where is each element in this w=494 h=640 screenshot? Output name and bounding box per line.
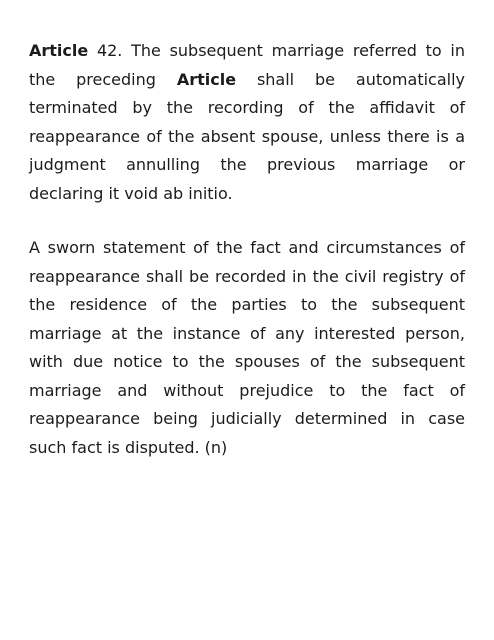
sworn-statement-text: A sworn statement of the fact and circumstances of reappearance shall be recorded in the civil registry of the residence of the parties to the subsequent marriage at the instance of any interested person, with due notice to the spouses of the subsequent marriage and without prejudice to the fact of reappearance being judicially determined in case such fact is disputed. (n)	[29, 238, 465, 457]
article-reference-label: Article	[176, 69, 237, 89]
article-number-text: 42. The subsequent marriage referred to in the preceding	[29, 41, 465, 89]
article-42-paragraph	[29, 37, 465, 208]
article-heading-label: Article	[29, 41, 89, 60]
sworn-statement-paragraph	[29, 234, 465, 462]
article-42-body-text: shall be automatically terminated by the recording of the affidavit of reappearance of the absent spouse, unless there is a judgment annulling the previous marriage or declaring it void ab initio.	[29, 69, 465, 203]
